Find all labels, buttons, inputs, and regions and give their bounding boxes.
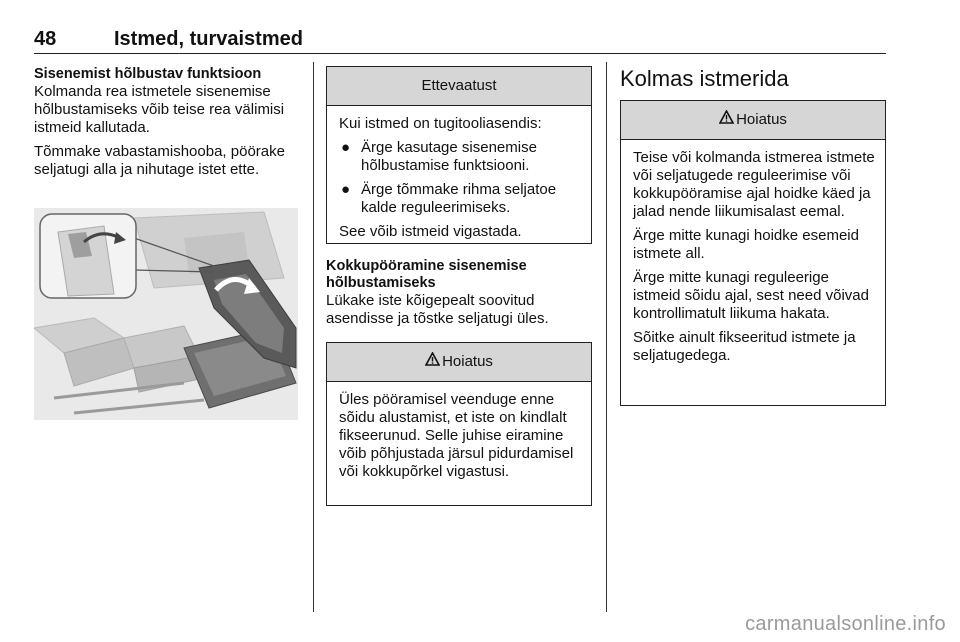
warning-header: [621, 101, 885, 140]
warning-header: [327, 343, 591, 382]
paragraph: Tõmmake vabastamishooba, pöörake seljatugi alla ja nihutage istet ette.: [34, 143, 285, 178]
left-column: [34, 66, 300, 185]
page-header: [34, 27, 886, 54]
warning-paragraph: Sõitke ainult fikseeritud istmete ja seljatugedega.: [633, 329, 856, 364]
caution-bullet: [339, 181, 581, 217]
warning-title: Hoiatus: [442, 353, 493, 370]
section-subheading: Kokkupööramine sisenemise hõlbustamiseks: [326, 258, 527, 291]
bullet-dot-icon: ●: [341, 181, 351, 198]
warning-paragraph: Ärge mitte kunagi reguleerige istmeid sõidu ajal, sest need võivad kontrollimatult liikuma hakata.: [633, 269, 869, 322]
warning-triangle-icon: [425, 343, 440, 381]
warning-paragraph: Teise või kolmanda istmerea istmete või seljatugede reguleerimise või kokkupööramise ajal hoidke käed ja jalad nende liikumisalast eemal.: [633, 149, 875, 220]
paragraph: Lükake iste kõigepealt soovitud asendisse ja tõstke seljatugi üles.: [326, 292, 549, 327]
page-number: 48: [34, 28, 57, 50]
middle-column: [326, 66, 592, 506]
bullet-dot-icon: ●: [341, 139, 351, 156]
caution-outro: See võib istmeid vigastada.: [339, 223, 522, 240]
seat-illustration: [34, 208, 298, 420]
warning-box: [326, 342, 592, 506]
caution-title: Ettevaatust: [327, 67, 591, 106]
caution-bullet-text: Ärge kasutage sisenemise hõlbustamise funktsiooni.: [361, 139, 537, 174]
column-divider-left: [313, 62, 314, 612]
warning-box: [620, 100, 886, 406]
caution-intro: Kui istmed on tugitooliasendis:: [339, 115, 542, 132]
watermark: carmanualsonline.info: [745, 613, 946, 635]
caution-bullet: [339, 139, 581, 175]
warning-paragraph: Ärge mitte kunagi hoidke esemeid istmete all.: [633, 227, 859, 262]
page-title: Istmed, turvaistmed: [114, 28, 303, 50]
warning-text: Üles pööramisel veenduge enne sõidu alustamist, et iste on kindlalt fikseerunud. Selle juhise eiramine võib põhjustada järsul pidurdamisel või kokkupõrkel vigastusi.: [339, 391, 574, 480]
right-column: [620, 66, 886, 406]
section-subheading: Sisenemist hõlbustav funktsioon: [34, 66, 262, 82]
paragraph: Kolmanda rea istmetele sisenemise hõlbustamiseks võib teise rea välimisi istmeid kallutada.: [34, 83, 285, 136]
caution-box: [326, 66, 592, 244]
warning-title: Hoiatus: [736, 111, 787, 128]
section-heading: Kolmas istmerida: [620, 66, 789, 91]
warning-triangle-icon: [719, 101, 734, 139]
caution-bullet-text: Ärge tõmmake rihma seljatoe kalde reguleerimiseks.: [361, 181, 557, 216]
column-divider-right: [606, 62, 607, 612]
